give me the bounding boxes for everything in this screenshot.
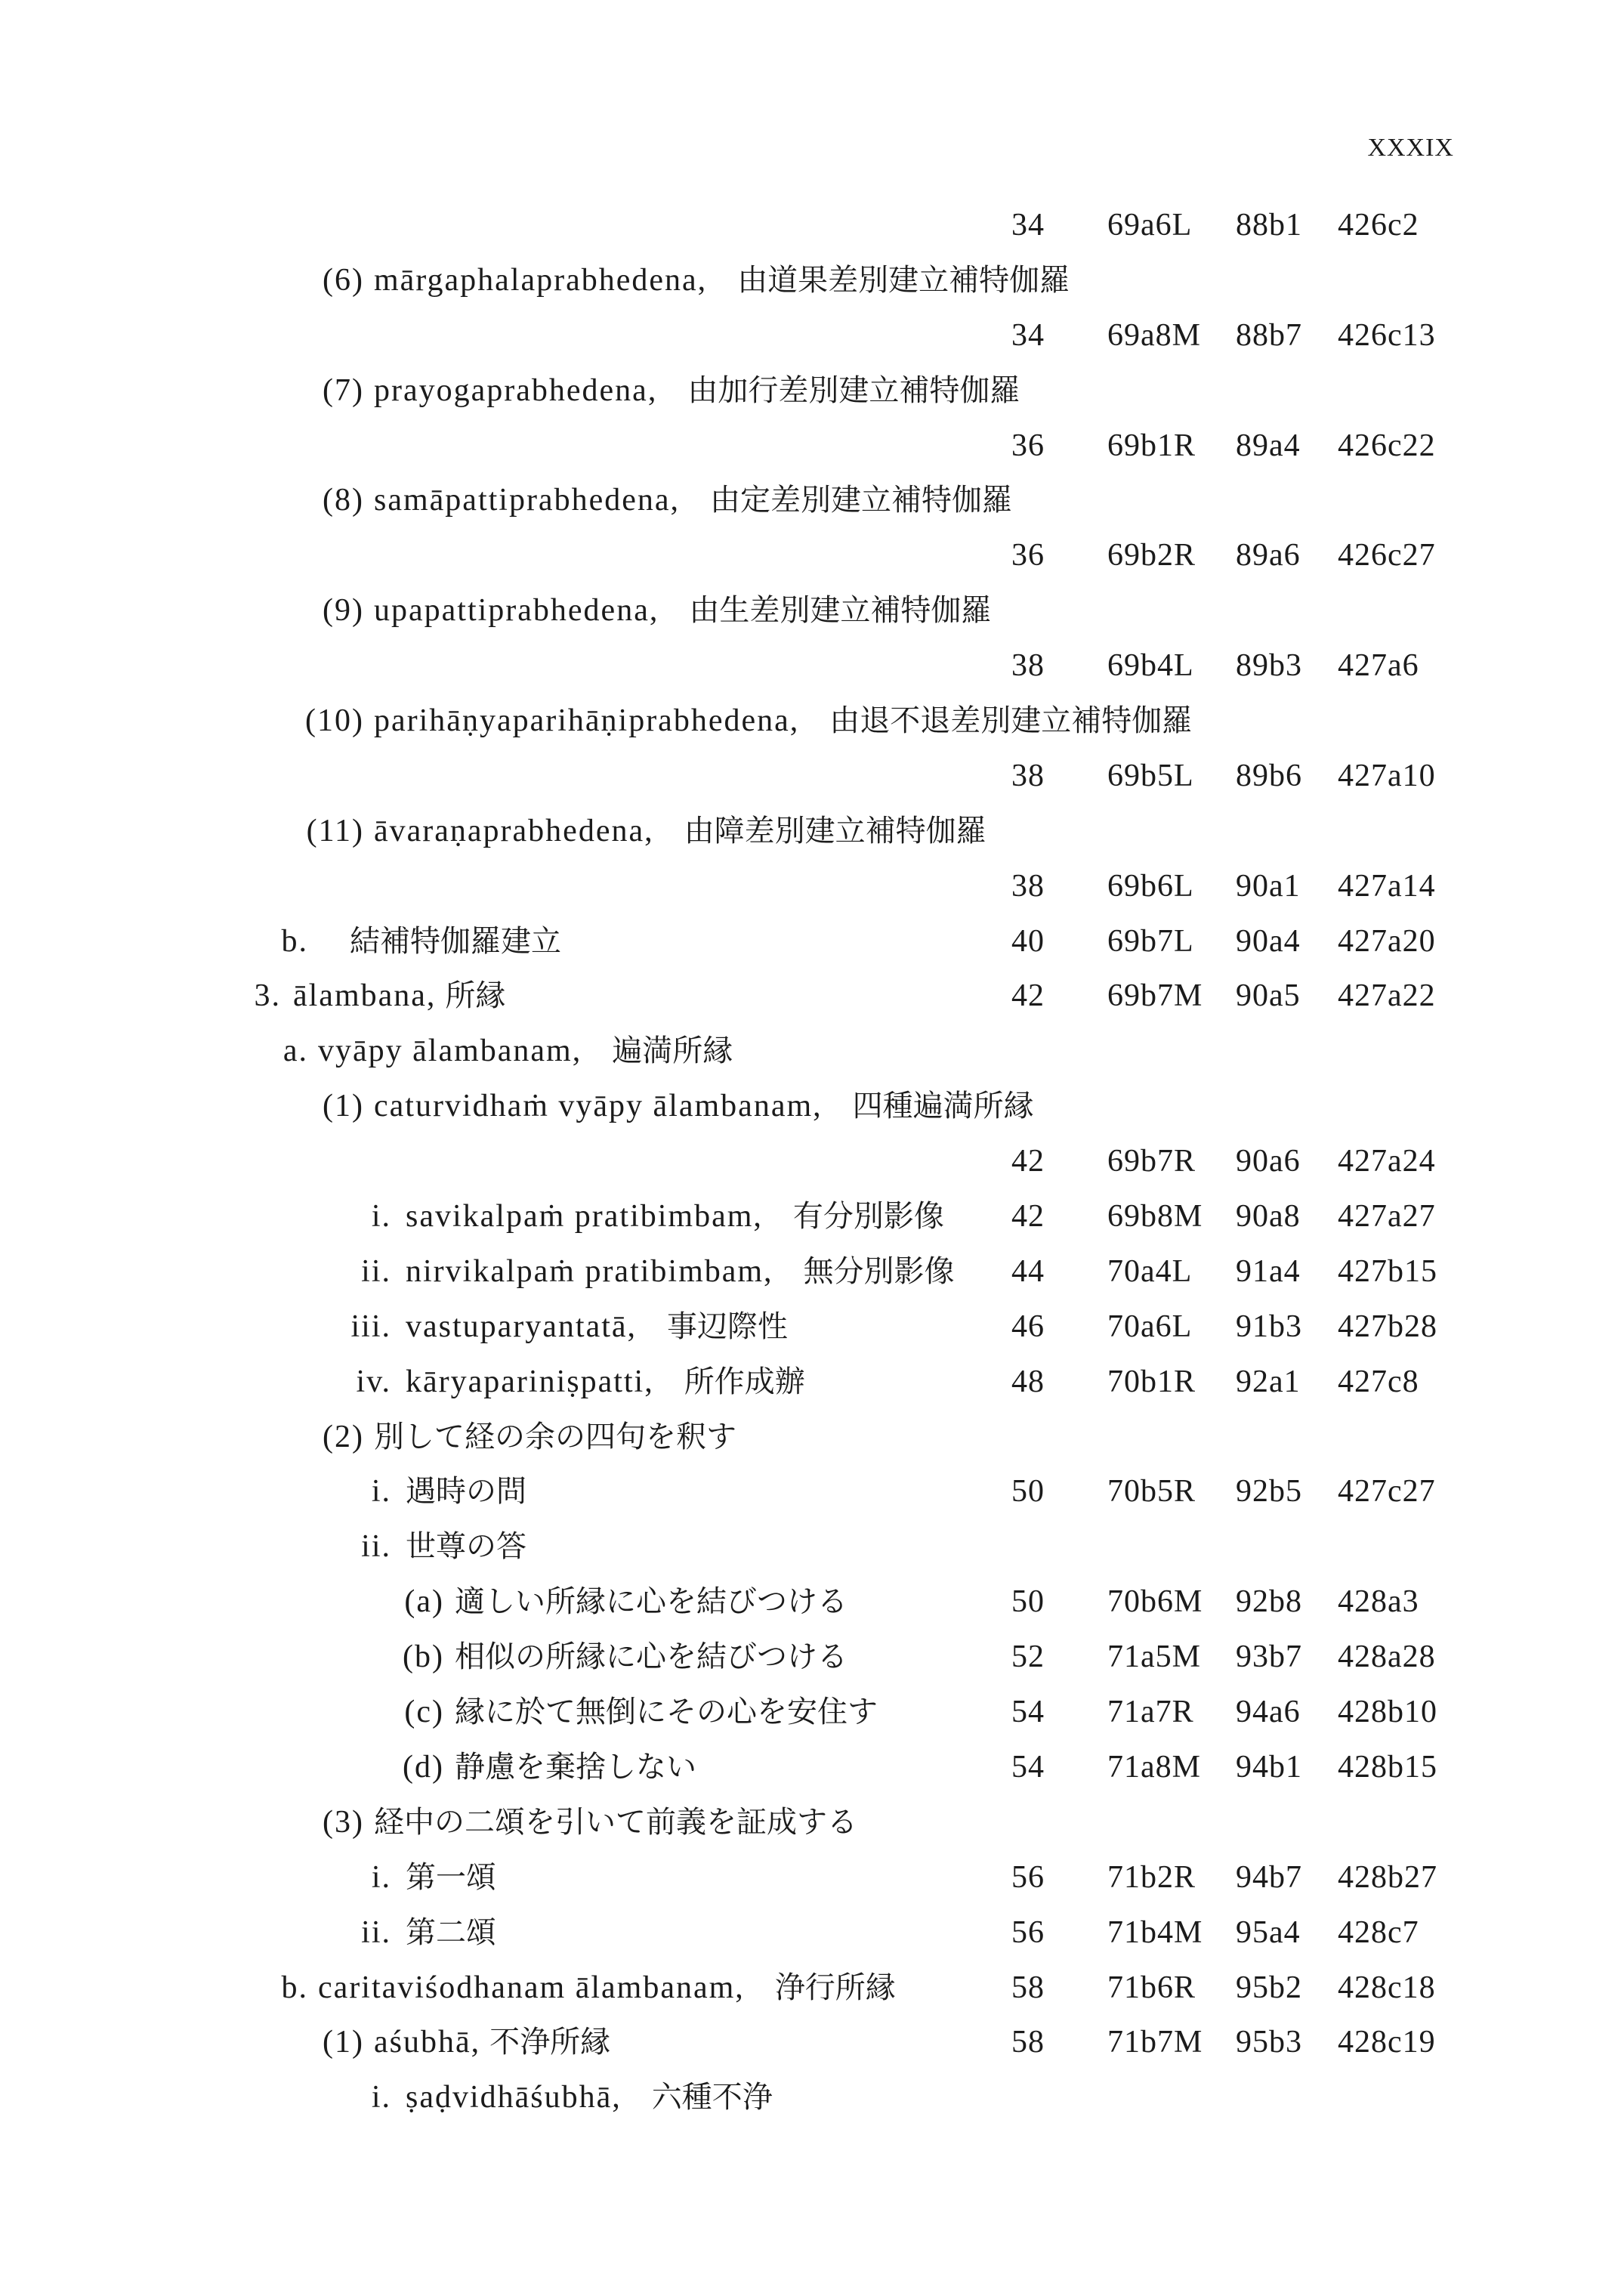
manuscript-folio: 71a7R [1107,1695,1194,1730]
entry-marker: (3) [323,1804,364,1840]
entry-title [374,253,1070,315]
taisho-reference: 426c27 [1338,538,1436,573]
page-number: 34 [1011,317,1045,353]
page-number: 38 [1011,868,1045,904]
entry-title [455,1630,848,1692]
tibetan-folio: 90a8 [1236,1199,1301,1235]
taisho-reference: 428a3 [1338,1584,1419,1620]
entry-marker: (b) [403,1639,444,1675]
toc-row [0,1850,1624,1905]
page-number: 52 [1011,1639,1045,1675]
page-number: 42 [1011,1199,1045,1235]
taisho-reference: 428c7 [1338,1914,1419,1950]
sanskrit-term: kāryapariniṣpatti, [406,1364,654,1399]
entry-marker: iii. [350,1309,391,1344]
page-number: 58 [1011,2025,1045,2060]
toc-row [0,1299,1624,1355]
entry-marker: a. [283,1034,308,1069]
chinese-term: 由障差別建立補特伽羅 [684,813,986,848]
toc-row [0,363,1624,419]
entry-title [374,363,1020,425]
taisho-reference: 426c22 [1338,428,1436,463]
manuscript-folio: 69a8M [1107,317,1201,353]
chinese-term: 浄行所縁 [774,1970,896,2004]
entry-title [406,1189,944,1251]
entry-title [406,1464,526,1526]
page-number: 58 [1011,1970,1045,2005]
page-number: 38 [1011,758,1045,793]
manuscript-folio: 70b1R [1107,1364,1196,1399]
entry-marker: (c) [404,1695,444,1730]
toc-row [0,1519,1624,1574]
tibetan-folio: 94a6 [1236,1695,1301,1730]
entry-marker: (1) [323,1089,364,1124]
toc-row [0,1244,1624,1299]
manuscript-folio: 70a4L [1107,1253,1193,1289]
toc-row [0,2015,1624,2070]
toc-row [0,1574,1624,1630]
chinese-term: 所作成辦 [684,1364,805,1398]
toc-row [0,1464,1624,1519]
page-number: 46 [1011,1309,1045,1344]
entry-title [406,1519,526,1581]
sanskrit-term: vyāpy ālambanam, [318,1034,582,1069]
tibetan-folio: 92a1 [1236,1364,1301,1399]
toc-row [0,694,1624,749]
entry-title [455,1685,878,1747]
page-folio-number: XXXIX [1367,134,1454,162]
entry-title [406,2070,773,2132]
toc-row [0,969,1624,1024]
chinese-term: 無分別影像 [803,1253,955,1288]
page-number: 48 [1011,1364,1045,1399]
page-number: 50 [1011,1584,1045,1620]
entry-marker: i. [371,1474,391,1510]
toc-row [0,1795,1624,1850]
page-number: 42 [1011,978,1045,1014]
toc-row [0,198,1624,253]
page-number: 56 [1011,1914,1045,1950]
tibetan-folio: 94b1 [1236,1749,1302,1785]
japanese-heading: 静慮を棄捨しない [455,1749,696,1784]
taisho-reference: 427b15 [1338,1253,1437,1289]
entry-marker: b. [281,923,308,959]
toc-row [0,1740,1624,1795]
table-of-contents [0,198,1624,2125]
entry-title [455,1740,696,1802]
taisho-reference: 427b28 [1338,1309,1437,1344]
toc-row [0,419,1624,474]
sanskrit-term: ṣaḍvidhāśubhā, [406,2080,622,2115]
manuscript-folio: 69b7L [1107,923,1194,959]
tibetan-folio: 92b8 [1236,1584,1302,1620]
manuscript-folio: 71b2R [1107,1859,1196,1895]
chinese-term: 有分別影像 [792,1199,944,1234]
page-number: 56 [1011,1859,1045,1895]
entry-marker: i. [371,1199,391,1235]
page-number: 38 [1011,648,1045,684]
sanskrit-term: vastuparyantatā, [406,1309,638,1344]
entry-marker: (11) [306,813,364,848]
toc-row [0,638,1624,694]
entry-title [318,1024,733,1086]
manuscript-folio: 69a6L [1107,208,1193,243]
taisho-reference: 427a22 [1338,978,1436,1014]
page-number: 36 [1011,538,1045,573]
japanese-heading: 遇時の問 [406,1474,526,1509]
toc-row [0,1410,1624,1465]
tibetan-folio: 89a6 [1236,538,1301,573]
page-number: 44 [1011,1253,1045,1289]
tibetan-folio: 95b2 [1236,1970,1302,2005]
entry-title [374,1795,857,1857]
toc-row [0,1961,1624,2016]
toc-row [0,804,1624,859]
sanskrit-term: nirvikalpaṁ pratibimbam, [406,1253,773,1289]
manuscript-folio: 69b4L [1107,648,1194,684]
entry-title [374,1079,1034,1141]
tibetan-folio: 94b7 [1236,1859,1302,1895]
tibetan-folio: 90a1 [1236,868,1301,904]
tibetan-folio: 88b1 [1236,208,1302,243]
taisho-reference: 426c2 [1338,208,1419,243]
sanskrit-term: caturvidhaṁ vyāpy ālambanam, [374,1089,823,1124]
japanese-heading: 第二頌 [406,1914,496,1949]
toc-row [0,473,1624,528]
chinese-term: 不浄所縁 [489,2025,611,2060]
japanese-heading: 経中の二頌を引いて前義を証成する [374,1804,857,1839]
taisho-reference: 427a24 [1338,1144,1436,1179]
entry-title [350,914,561,976]
sanskrit-term: samāpattiprabhedena, [374,483,680,518]
chinese-term: 事辺際性 [667,1309,789,1343]
tibetan-folio: 89b3 [1236,648,1302,684]
entry-title [374,583,991,645]
chinese-term: 結補特伽羅建立 [350,923,561,958]
manuscript-folio: 69b7M [1107,978,1203,1014]
entry-marker: (6) [323,262,364,298]
entry-marker: 3. [254,978,281,1014]
taisho-reference: 426c13 [1338,317,1436,353]
taisho-reference: 428c18 [1338,1970,1436,2005]
page-number: 42 [1011,1144,1045,1179]
taisho-reference: 427c27 [1338,1474,1436,1510]
taisho-reference: 428b10 [1338,1695,1437,1730]
entry-title [318,1961,896,2023]
taisho-reference: 428b15 [1338,1749,1437,1785]
toc-row [0,308,1624,363]
tibetan-folio: 95a4 [1236,1914,1301,1950]
tibetan-folio: 91b3 [1236,1309,1302,1344]
taisho-reference: 427a20 [1338,923,1436,959]
taisho-reference: 427a6 [1338,648,1419,684]
entry-marker: i. [371,2080,391,2115]
entry-marker: (1) [323,2025,364,2060]
taisho-reference: 428b27 [1338,1859,1437,1895]
taisho-reference: 427a27 [1338,1199,1436,1235]
toc-row [0,1024,1624,1079]
chinese-term: 由定差別建立補特伽羅 [710,483,1012,518]
tibetan-folio: 88b7 [1236,317,1302,353]
entry-title [406,1299,788,1361]
manuscript-folio: 69b7R [1107,1144,1196,1179]
toc-row [0,1905,1624,1961]
taisho-reference: 427a14 [1338,868,1436,904]
tibetan-folio: 90a6 [1236,1144,1301,1179]
toc-row [0,1189,1624,1244]
sanskrit-term: parihāṇyaparihāṇiprabhedena, [374,703,800,739]
entry-marker: ii. [361,1253,391,1289]
sanskrit-term: ālambana, [293,978,437,1014]
chinese-term: 六種不浄 [651,2080,773,2115]
entry-marker: i. [371,1859,391,1895]
sanskrit-term: prayogaprabhedena, [374,372,658,408]
entry-marker: (7) [323,372,364,408]
page-number: 34 [1011,208,1045,243]
sanskrit-term: upapattiprabhedena, [374,593,659,629]
entry-marker: (a) [404,1584,444,1620]
entry-title [406,1850,496,1912]
manuscript-folio: 71a8M [1107,1749,1201,1785]
toc-row [0,1630,1624,1685]
entry-title [455,1574,848,1636]
entry-marker: b. [281,1970,308,2005]
chinese-term: 由生差別建立補特伽羅 [689,593,992,628]
entry-title [406,1244,955,1306]
japanese-heading: 縁に於て無倒にその心を安住す [455,1695,878,1729]
entry-title [293,969,505,1031]
manuscript-folio: 69b1R [1107,428,1196,463]
entry-marker: (10) [305,703,364,739]
taisho-reference: 427c8 [1338,1364,1419,1399]
manuscript-folio: 70b5R [1107,1474,1196,1510]
page-number: 54 [1011,1695,1045,1730]
tibetan-folio: 89a4 [1236,428,1301,463]
japanese-heading: 第一頌 [406,1859,496,1894]
sanskrit-term: āvaraṇaprabhedena, [374,813,654,848]
manuscript-folio: 70a6L [1107,1309,1193,1344]
tibetan-folio: 90a5 [1236,978,1301,1014]
chinese-term: 所縁 [445,978,506,1013]
manuscript-folio: 69b8M [1107,1199,1203,1235]
tibetan-folio: 95b3 [1236,2025,1302,2060]
toc-row [0,859,1624,914]
entry-marker: ii. [361,1529,391,1565]
chinese-term: 由加行差別建立補特伽羅 [687,372,1020,407]
chinese-term: 遍満所縁 [612,1034,733,1068]
entry-title [374,694,1192,756]
toc-row [0,1134,1624,1189]
manuscript-folio: 71b4M [1107,1914,1203,1950]
sanskrit-term: aśubhā, [374,2025,481,2060]
page-number: 54 [1011,1749,1045,1785]
tibetan-folio: 92b5 [1236,1474,1302,1510]
entry-marker: iv. [356,1364,391,1399]
entry-marker: (2) [323,1419,364,1454]
japanese-heading: 適しい所縁に心を結びつける [455,1584,848,1619]
toc-row [0,1355,1624,1410]
page-number: 36 [1011,428,1045,463]
chinese-term: 由道果差別建立補特伽羅 [737,262,1070,297]
entry-marker: ii. [361,1914,391,1950]
taisho-reference: 427a10 [1338,758,1436,793]
tibetan-folio: 93b7 [1236,1639,1302,1675]
toc-row [0,749,1624,804]
chinese-term: 由退不退差別建立補特伽羅 [829,703,1193,738]
tibetan-folio: 89b6 [1236,758,1302,793]
manuscript-folio: 69b5L [1107,758,1194,793]
chinese-term: 四種遍満所縁 [852,1089,1034,1123]
manuscript-folio: 71a5M [1107,1639,1201,1675]
tibetan-folio: 91a4 [1236,1253,1301,1289]
entry-marker: (d) [403,1749,444,1785]
entry-title [406,1905,496,1967]
toc-row [0,1079,1624,1134]
toc-row [0,528,1624,583]
sanskrit-term: savikalpaṁ pratibimbam, [406,1199,763,1235]
japanese-heading: 相似の所縁に心を結びつける [455,1639,848,1674]
entry-title [374,2015,610,2077]
toc-row [0,2070,1624,2125]
page-number: 50 [1011,1474,1045,1510]
japanese-heading: 別して経の余の四句を釈す [374,1419,736,1454]
manuscript-folio: 71b7M [1107,2025,1203,2060]
toc-row [0,253,1624,308]
toc-row [0,914,1624,969]
tibetan-folio: 90a4 [1236,923,1301,959]
japanese-heading: 世尊の答 [406,1529,526,1564]
entry-title [374,804,986,866]
entry-marker: (9) [323,593,364,629]
sanskrit-term: mārgaphalaprabhedena, [374,262,708,298]
taisho-reference: 428a28 [1338,1639,1436,1675]
entry-title [374,473,1012,535]
page-number: 40 [1011,923,1045,959]
taisho-reference: 428c19 [1338,2025,1436,2060]
sanskrit-term: caritaviśodhanam ālambanam, [318,1970,745,2005]
toc-row [0,1685,1624,1740]
entry-marker: (8) [323,483,364,518]
manuscript-folio: 70b6M [1107,1584,1203,1620]
manuscript-folio: 69b6L [1107,868,1194,904]
entry-title [406,1355,805,1417]
manuscript-folio: 71b6R [1107,1970,1196,2005]
manuscript-folio: 69b2R [1107,538,1196,573]
entry-title [374,1410,736,1472]
toc-row [0,583,1624,638]
